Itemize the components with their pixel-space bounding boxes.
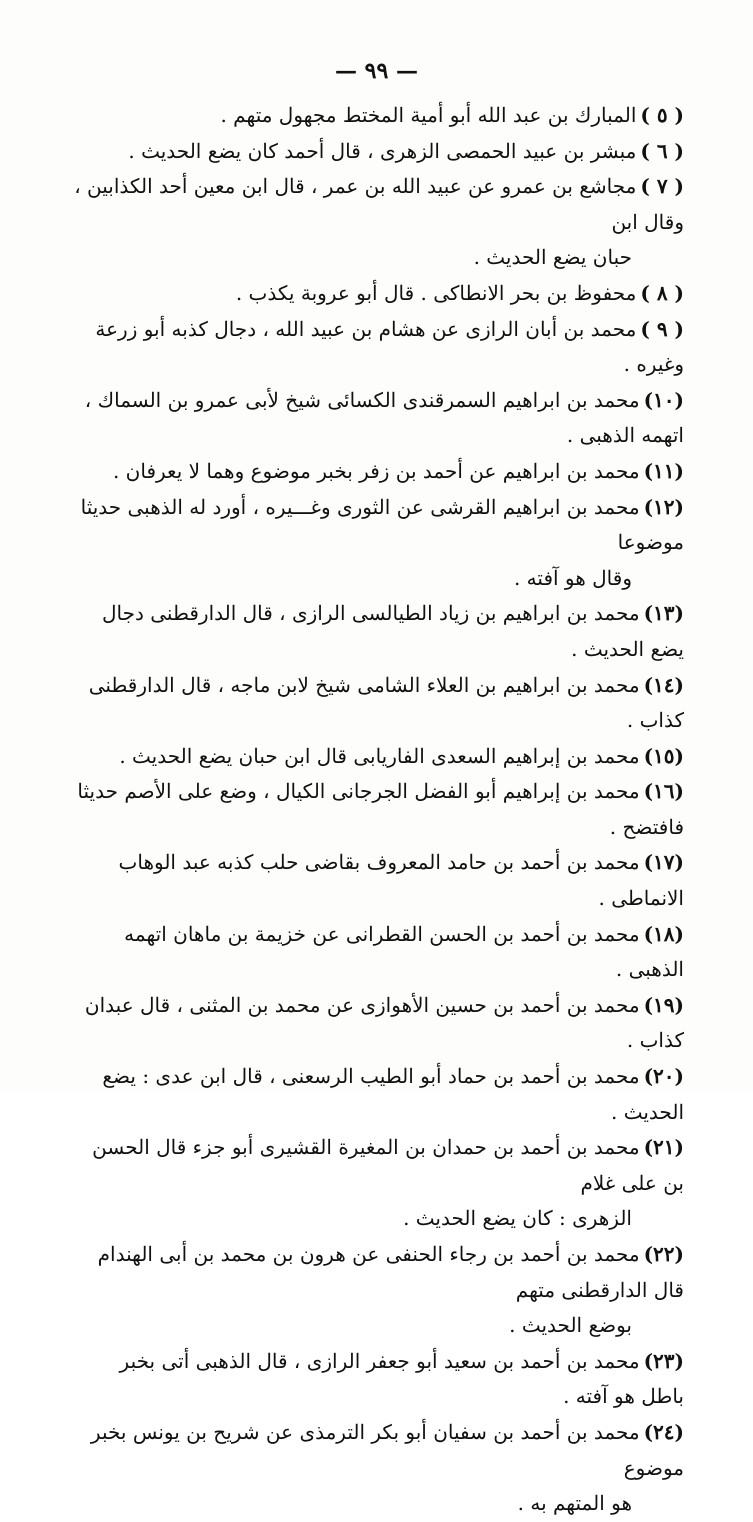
list-item — [72, 169, 684, 276]
list-item — [72, 739, 684, 775]
entry-number: (٢١) — [643, 1135, 684, 1160]
entry-number: (٢٢) — [643, 1242, 684, 1266]
entry-text: محفوظ بن بحر الانطاكى . قال أبو عروبة يكذب . — [235, 280, 637, 305]
entry-number: ( ٦ ) — [640, 138, 684, 163]
entry-text: محمد بن إبراهيم السعدى الفاريابى قال ابن حبان يضع الحديث . — [119, 743, 640, 768]
list-item — [72, 312, 684, 383]
entry-text: محمد بن أحمد بن الحسن القطرانى عن خزيمة بن ماهان اتهمه الذهبى . — [124, 921, 684, 982]
entry-number: (١٧) — [643, 850, 684, 875]
entry-number: ( ٧ ) — [640, 174, 684, 199]
entry-text: محمد بن ابراهيم بن العلاء الشامى شيخ لابن ماجه ، قال الدارقطنى كذاب . — [88, 672, 684, 733]
entry-text: محمد بن ابراهيم بن زياد الطيالسى الرازى ، قال الدارقطنى دجال يضع الحديث . — [101, 601, 684, 661]
entry-text: محمد بن ابراهيم القرشى عن الثورى وغـــيره ، أورد له الذهبى حديثا موضوعا — [80, 494, 684, 555]
entry-text: المبارك بن عبد الله أبو أمية المختط مجهول متهم . — [220, 103, 637, 127]
entry-number: (١٢) — [643, 494, 684, 519]
list-item — [72, 383, 684, 454]
list-item — [72, 454, 684, 490]
list-item — [72, 134, 684, 170]
list-item — [72, 917, 684, 988]
entry-text: محمد بن أحمد بن حماد أبو الطيب الرسعنى ، قال ابن عدى : يضع الحديث . — [102, 1064, 684, 1124]
entry-number: (٢٣) — [643, 1348, 684, 1373]
list-item — [72, 1415, 684, 1522]
entry-number: (٢٠) — [643, 1064, 684, 1089]
entry-continuation: بوضع الحديث . — [509, 1313, 632, 1338]
entry-number: (١٨) — [643, 921, 684, 946]
entry-text: محمد بن أحمد بن حسين الأهوازى عن محمد بن المثنى ، قال عبدان كذاب . — [84, 992, 684, 1053]
entry-number: (١٦) — [643, 779, 684, 804]
entry-text: محمد بن إبراهيم أبو الفضل الجرجانى الكيال ، وضع على الأصم حديثا فافتضح . — [77, 779, 684, 839]
entry-continuation: هو المتهم به . — [517, 1491, 632, 1516]
entry-number: (١٥) — [643, 743, 684, 768]
entry-text: محمد بن أحمد بن سفيان أبو بكر الترمذى عن شريح بن يونس بخبر موضوع — [90, 1419, 684, 1480]
list-item — [72, 1344, 684, 1415]
list-item — [72, 988, 684, 1059]
entry-text: محمد بن أحمد بن رجاء الحنفى عن هرون بن محمد بن أبى الهندام قال الدارقطنى متهم — [97, 1242, 684, 1302]
entry-text: محمد بن ابراهيم عن أحمد بن زفر بخبر موضوع وهما لا يعرفان . — [112, 458, 640, 483]
entry-text: مبشر بن عبيد الحمصى الزهرى ، قال أحمد كان يضع الحديث . — [128, 138, 637, 163]
entry-number: (١٠) — [643, 387, 684, 412]
entry-text: مجاشع بن عمرو عن عبيد الله بن عمر ، قال ابن معين أحد الكذابين ، وقال ابن — [74, 174, 684, 234]
entry-continuation: الزهرى : كان يضع الحديث . — [403, 1206, 632, 1231]
entry-number: ( ٥ ) — [640, 103, 684, 127]
entry-continuation: وقال هو آفته . — [513, 565, 632, 590]
entry-text: محمد بن أحمد بن حامد المعروف بقاضى حلب كذبه عبد الوهاب الانماطى . — [118, 850, 684, 911]
list-item — [72, 276, 684, 312]
list-item — [72, 98, 684, 134]
entry-number: (١٣) — [643, 601, 684, 626]
list-item — [72, 1237, 684, 1344]
entry-text: محمد بن أحمد بن حمدان بن المغيرة القشيرى أبو جزء قال الحسن بن على غلام — [92, 1135, 684, 1195]
list-item — [72, 845, 684, 916]
narrator-list — [72, 98, 684, 1522]
entry-number: (١٤) — [643, 672, 684, 697]
list-item — [72, 668, 684, 739]
list-item — [72, 774, 684, 845]
list-item — [72, 1059, 684, 1130]
list-item — [72, 1130, 684, 1237]
entry-number: (١١) — [643, 458, 684, 483]
page-number: — ٩٩ — — [335, 58, 418, 84]
entry-number: (١٩) — [643, 992, 684, 1017]
entry-text: محمد بن ابراهيم السمرقندى الكسائى شيخ لأبى عمرو بن السماك ، اتهمه الذهبى . — [84, 387, 684, 448]
list-item — [72, 596, 684, 667]
entry-text: محمد بن أبان الرازى عن هشام بن عبيد الله ، دجال كذبه أبو زرعة وغيره . — [95, 316, 684, 377]
entry-continuation: حبان يضع الحديث . — [473, 245, 632, 270]
entry-number: ( ٨ ) — [640, 280, 684, 305]
entry-number: (٢٤) — [643, 1419, 684, 1444]
list-item — [72, 490, 684, 597]
entry-number: ( ٩ ) — [640, 316, 684, 341]
entry-text: محمد بن أحمد بن سعيد أبو جعفر الرازى ، قال الذهبى أتى بخبر باطل هو آفته . — [119, 1348, 684, 1409]
